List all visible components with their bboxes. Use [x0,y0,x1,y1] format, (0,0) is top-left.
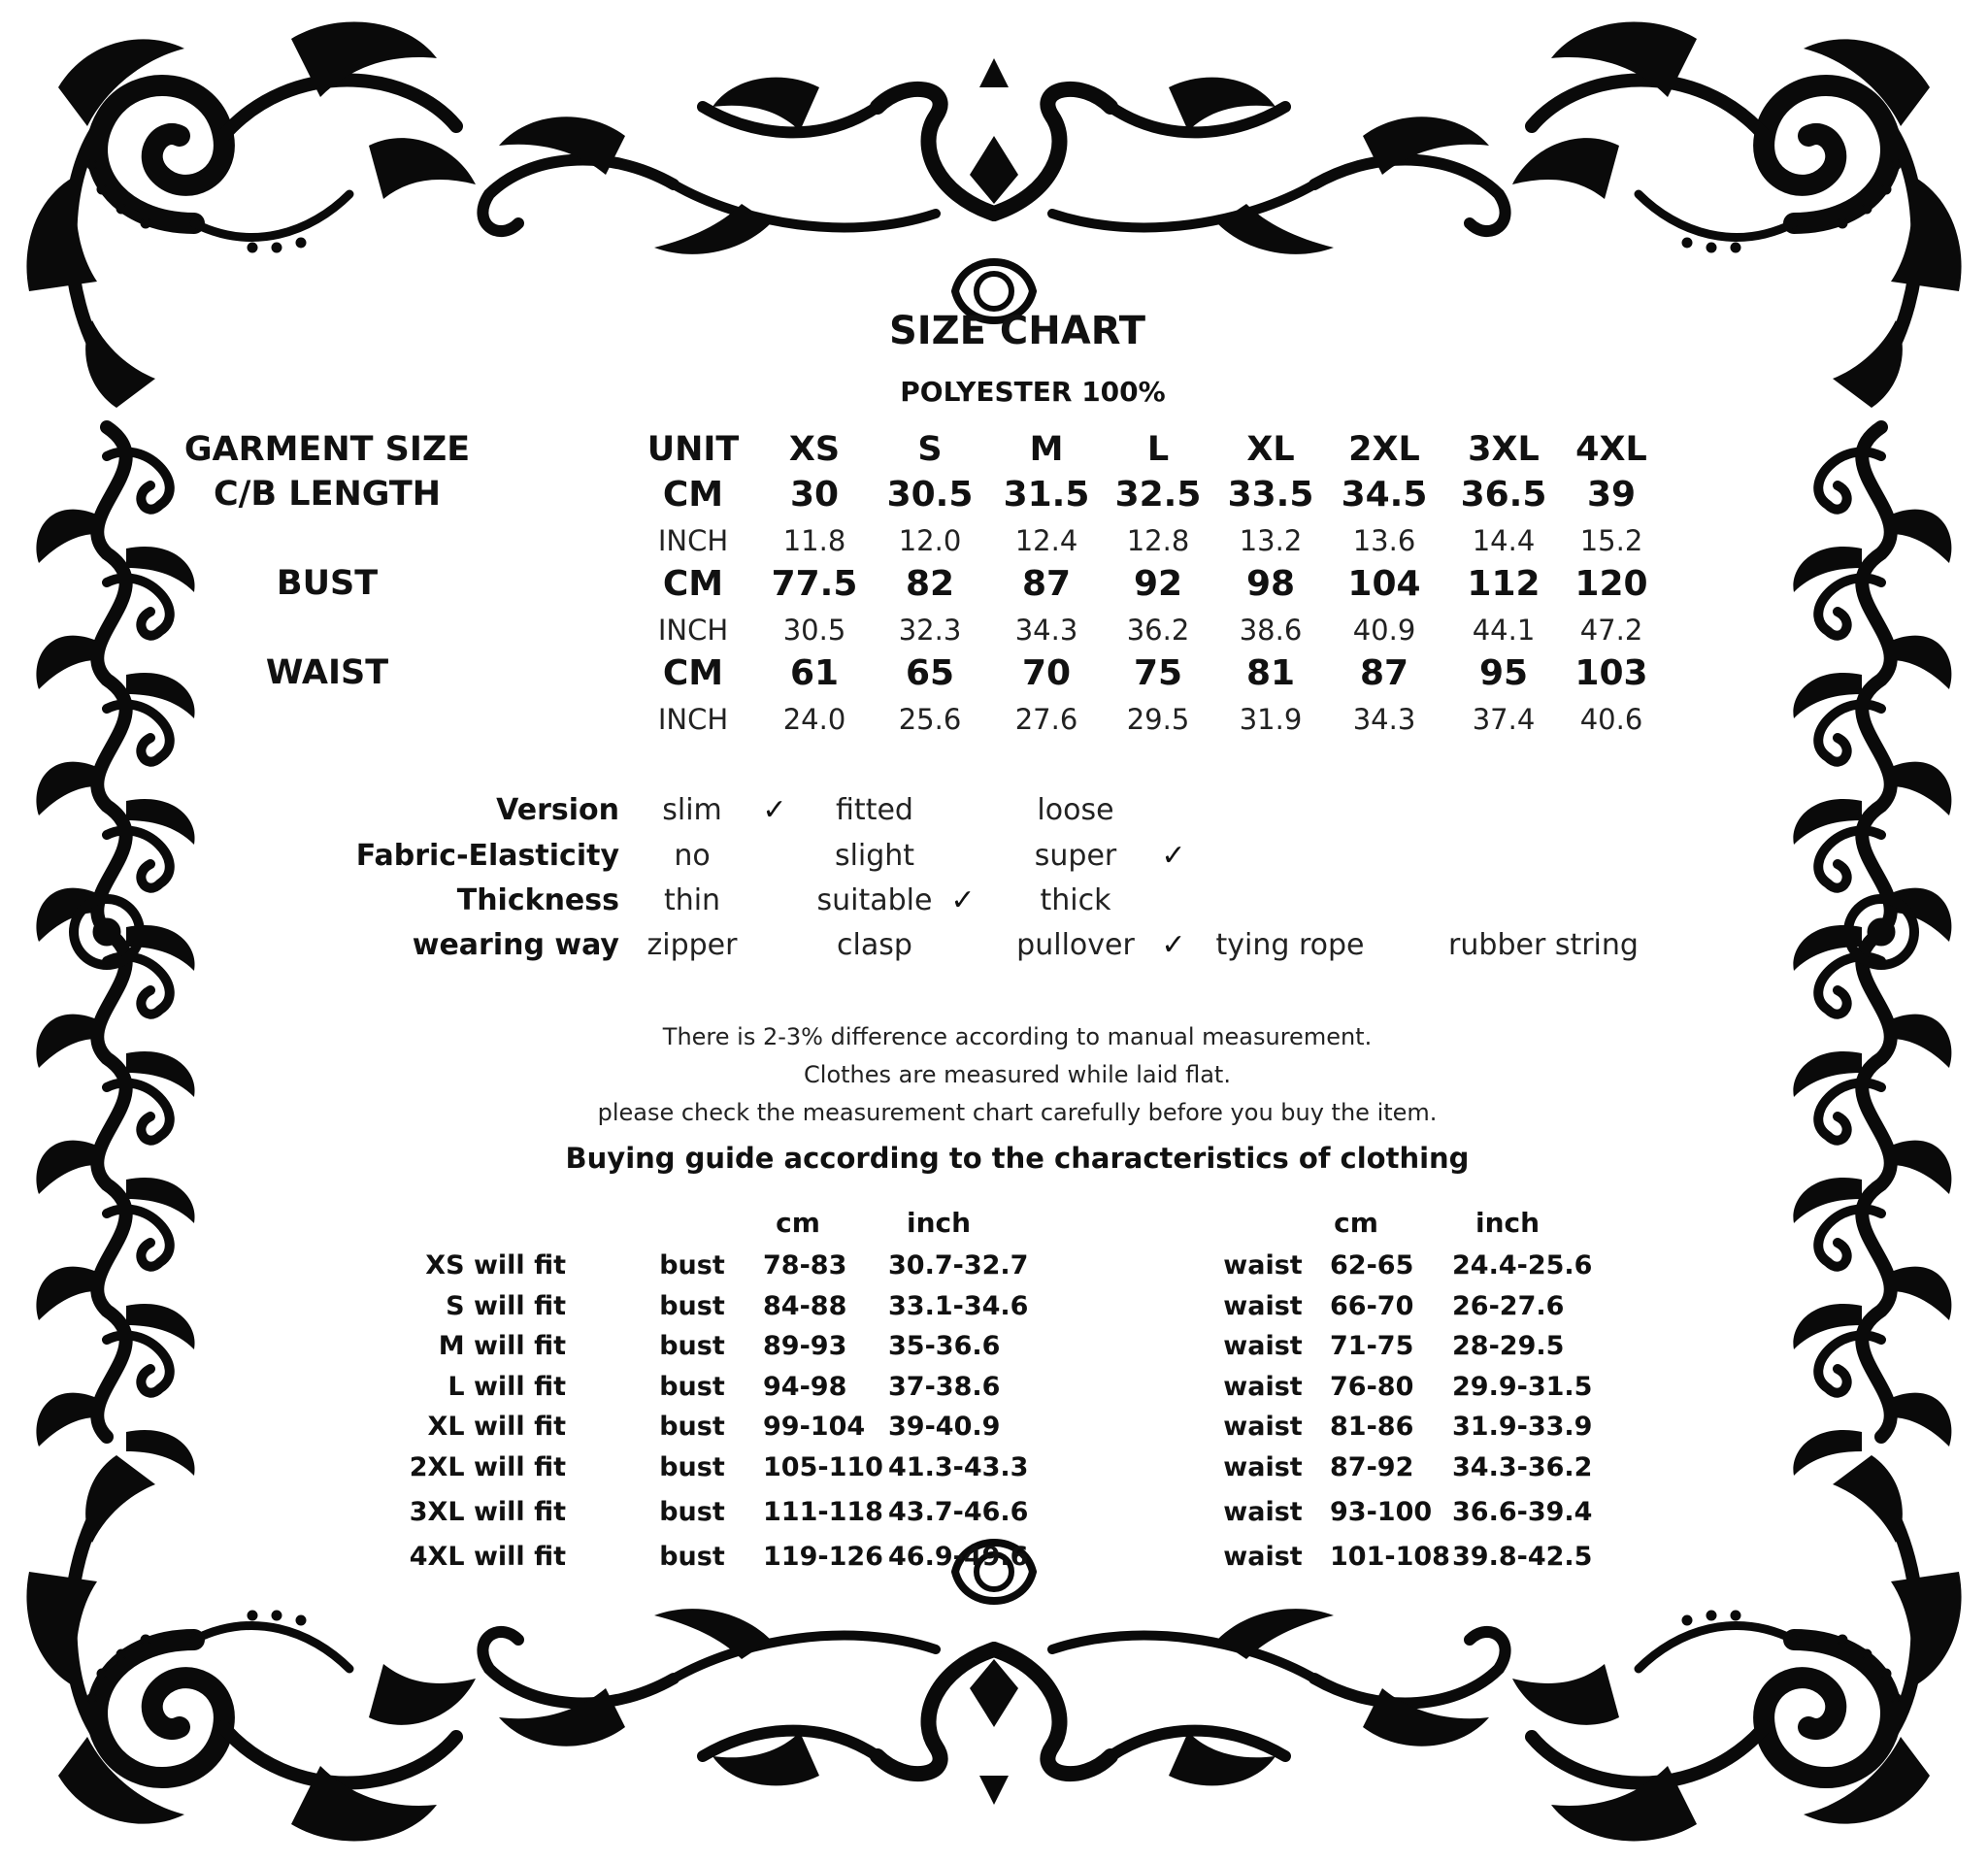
guide-waist-inch: 28-29.5 [1452,1331,1565,1361]
top-center-crest [482,58,1505,320]
guide-bust-label: bust [659,1291,725,1321]
inch-value: 11.8 [782,524,846,557]
attr-label-thickness: Thickness [456,883,619,917]
cm-value: 112 [1467,564,1541,604]
inch-value: 12.4 [1014,524,1078,557]
guide-bust-label: bust [659,1412,725,1442]
guide-waist-cm: 93-100 [1330,1497,1433,1527]
attr-option: clasp [837,928,912,962]
attr-option: fitted [836,793,913,827]
inch-value: 34.3 [1352,703,1416,736]
size-header-2xl: 2XL [1348,430,1420,469]
guide-waist-inch: 39.8-42.5 [1452,1542,1593,1572]
guide-bust-cm: 78-83 [763,1250,847,1281]
guide-bust-inch: 43.7-46.6 [888,1497,1029,1527]
guide-waist-label: waist [1223,1452,1303,1482]
size-header-xl: XL [1246,430,1295,469]
attr-option: no [674,839,711,873]
attr-option: pullover [1016,928,1135,962]
cm-value: 98 [1245,564,1296,604]
inch-value: 13.6 [1352,524,1416,557]
guide-waist-label: waist [1223,1250,1303,1281]
size-header-4xl: 4XL [1575,430,1647,469]
guide-waist-label: waist [1223,1412,1303,1442]
guide-waist-inch: 31.9-33.9 [1452,1412,1593,1442]
guide-size-label: S will fit [446,1291,566,1321]
guide-waist-inch: 26-27.6 [1452,1291,1565,1321]
guide-bust-inch: 37-38.6 [888,1372,1001,1402]
attr-label-fabric-elasticity: Fabric-Elasticity [355,839,619,873]
guide-waist-inch-header: inch [1474,1207,1541,1239]
inch-value: 12.8 [1126,524,1190,557]
guide-waist-inch: 34.3-36.2 [1452,1452,1593,1482]
size-header-xs: XS [788,430,841,469]
inch-value: 13.2 [1239,524,1303,557]
guide-bust-inch: 33.1-34.6 [888,1291,1029,1321]
cm-value: 81 [1245,653,1296,693]
cm-value: 82 [905,564,955,604]
cm-value: 120 [1574,564,1648,604]
guide-bust-cm: 119-126 [763,1542,883,1572]
guide-bust-label: bust [659,1542,725,1572]
inch-value: 40.9 [1352,614,1416,647]
guide-waist-cm: 76-80 [1330,1372,1414,1402]
guide-bust-inch: 46.9-49.6 [888,1542,1029,1572]
guide-bust-cm: 105-110 [763,1452,883,1482]
attr-option: loose [1037,793,1114,827]
attr-option: rubber string [1448,928,1639,962]
inch-value: 30.5 [782,614,846,647]
inch-value: 15.2 [1579,524,1643,557]
page-title: SIZE CHART [888,309,1146,353]
note-check-chart: please check the measurement chart carefully before you buy the item. [597,1099,1438,1126]
cm-value: 95 [1478,653,1529,693]
guide-waist-cm-header: cm [1334,1207,1378,1239]
inch-value: 24.0 [782,703,846,736]
attr-option: slight [834,839,915,873]
size-header-3xl: 3XL [1468,430,1540,469]
row-label-c-b-length: C/B LENGTH [213,475,442,514]
unit-cm: CM [662,653,724,693]
guide-bust-cm: 94-98 [763,1372,847,1402]
cm-value: 65 [905,653,955,693]
guide-bust-cm: 111-118 [763,1497,883,1527]
guide-bust-inch: 39-40.9 [888,1412,1001,1442]
check-mark-icon: ✓ [1161,839,1186,873]
attr-label-version: Version [496,793,619,827]
guide-bust-label: bust [659,1452,725,1482]
unit-cm: CM [662,475,724,515]
corner-ornament-top-left [26,22,476,408]
check-mark-icon: ✓ [762,793,787,827]
inch-value: 36.2 [1126,614,1190,647]
cm-value: 33.5 [1227,475,1314,515]
cm-value: 70 [1021,653,1072,693]
unit-inch: INCH [657,703,729,736]
size-header-l: L [1146,430,1170,469]
guide-size-label: XS will fit [425,1250,566,1281]
guide-waist-cm: 87-92 [1330,1452,1414,1482]
cm-value: 87 [1359,653,1409,693]
guide-bust-label: bust [659,1497,725,1527]
attr-option: slim [662,793,722,827]
guide-waist-cm: 101-108 [1330,1542,1450,1572]
cm-value: 31.5 [1003,475,1090,515]
bottom-center-crest [482,1543,1505,1805]
guide-bust-cm: 84-88 [763,1291,847,1321]
garment-size-header: GARMENT SIZE [183,430,471,469]
inch-value: 47.2 [1579,614,1643,647]
inch-value: 31.9 [1239,703,1303,736]
buying-guide-title: Buying guide according to the characteristics of clothing [565,1142,1470,1175]
guide-bust-cm-header: cm [776,1207,820,1239]
corner-ornament-bottom-left [26,1455,476,1841]
cm-value: 103 [1574,653,1648,693]
guide-waist-label: waist [1223,1542,1303,1572]
unit-cm: CM [662,564,724,604]
guide-bust-label: bust [659,1250,725,1281]
unit-header: UNIT [646,430,740,469]
inch-value: 27.6 [1014,703,1078,736]
guide-bust-cm: 89-93 [763,1331,847,1361]
check-mark-icon: ✓ [1161,928,1186,962]
cm-value: 30 [789,475,840,515]
guide-waist-label: waist [1223,1331,1303,1361]
note-measurement-difference: There is 2-3% difference according to manual measurement. [662,1023,1373,1050]
guide-bust-cm: 99-104 [763,1412,866,1442]
guide-size-label: M will fit [438,1331,566,1361]
attr-option: tying rope [1215,928,1365,962]
guide-waist-inch: 29.9-31.5 [1452,1372,1593,1402]
cm-value: 92 [1133,564,1183,604]
guide-size-label: XL will fit [427,1412,566,1442]
inch-value: 14.4 [1472,524,1536,557]
guide-waist-inch: 24.4-25.6 [1452,1250,1593,1281]
cm-value: 36.5 [1460,475,1547,515]
unit-inch: INCH [657,614,729,647]
attr-option: super [1034,839,1117,873]
left-vine-ornament [37,427,195,1476]
guide-waist-cm: 66-70 [1330,1291,1414,1321]
guide-bust-inch-header: inch [906,1207,972,1239]
row-label-waist: WAIST [265,653,389,692]
attr-option: suitable [816,883,933,917]
guide-waist-cm: 71-75 [1330,1331,1414,1361]
size-header-m: M [1029,430,1064,469]
size-header-s: S [917,430,943,469]
inch-value: 44.1 [1472,614,1536,647]
guide-bust-label: bust [659,1372,725,1402]
cm-value: 34.5 [1341,475,1428,515]
guide-waist-cm: 62-65 [1330,1250,1414,1281]
attr-option: zipper [646,928,738,962]
corner-ornament-top-right [1512,22,1962,408]
material-label: POLYESTER 100% [900,376,1166,408]
cm-value: 30.5 [886,475,974,515]
guide-size-label: 4XL will fit [409,1542,566,1572]
cm-value: 75 [1133,653,1183,693]
guide-size-label: L will fit [447,1372,566,1402]
attr-label-wearing-way: wearing way [412,928,619,962]
guide-bust-inch: 30.7-32.7 [888,1250,1029,1281]
guide-size-label: 3XL will fit [409,1497,566,1527]
guide-waist-label: waist [1223,1497,1303,1527]
inch-value: 34.3 [1014,614,1078,647]
cm-value: 87 [1021,564,1072,604]
check-mark-icon: ✓ [950,883,976,917]
unit-inch: INCH [657,524,729,557]
right-vine-ornament [1793,427,1951,1476]
cm-value: 32.5 [1114,475,1202,515]
guide-waist-inch: 36.6-39.4 [1452,1497,1593,1527]
guide-size-label: 2XL will fit [409,1452,566,1482]
attr-option: thick [1040,883,1111,917]
guide-waist-label: waist [1223,1372,1303,1402]
row-label-bust: BUST [276,564,379,603]
cm-value: 61 [789,653,840,693]
note-laid-flat: Clothes are measured while laid flat. [804,1061,1231,1088]
attr-option: thin [663,883,721,917]
guide-waist-label: waist [1223,1291,1303,1321]
guide-bust-inch: 35-36.6 [888,1331,1001,1361]
inch-value: 25.6 [898,703,962,736]
inch-value: 12.0 [898,524,962,557]
cm-value: 77.5 [771,564,858,604]
inch-value: 29.5 [1126,703,1190,736]
cm-value: 39 [1586,475,1637,515]
inch-value: 37.4 [1472,703,1536,736]
inch-value: 40.6 [1579,703,1643,736]
guide-bust-label: bust [659,1331,725,1361]
guide-waist-cm: 81-86 [1330,1412,1414,1442]
inch-value: 32.3 [898,614,962,647]
inch-value: 38.6 [1239,614,1303,647]
cm-value: 104 [1347,564,1421,604]
guide-bust-inch: 41.3-43.3 [888,1452,1029,1482]
